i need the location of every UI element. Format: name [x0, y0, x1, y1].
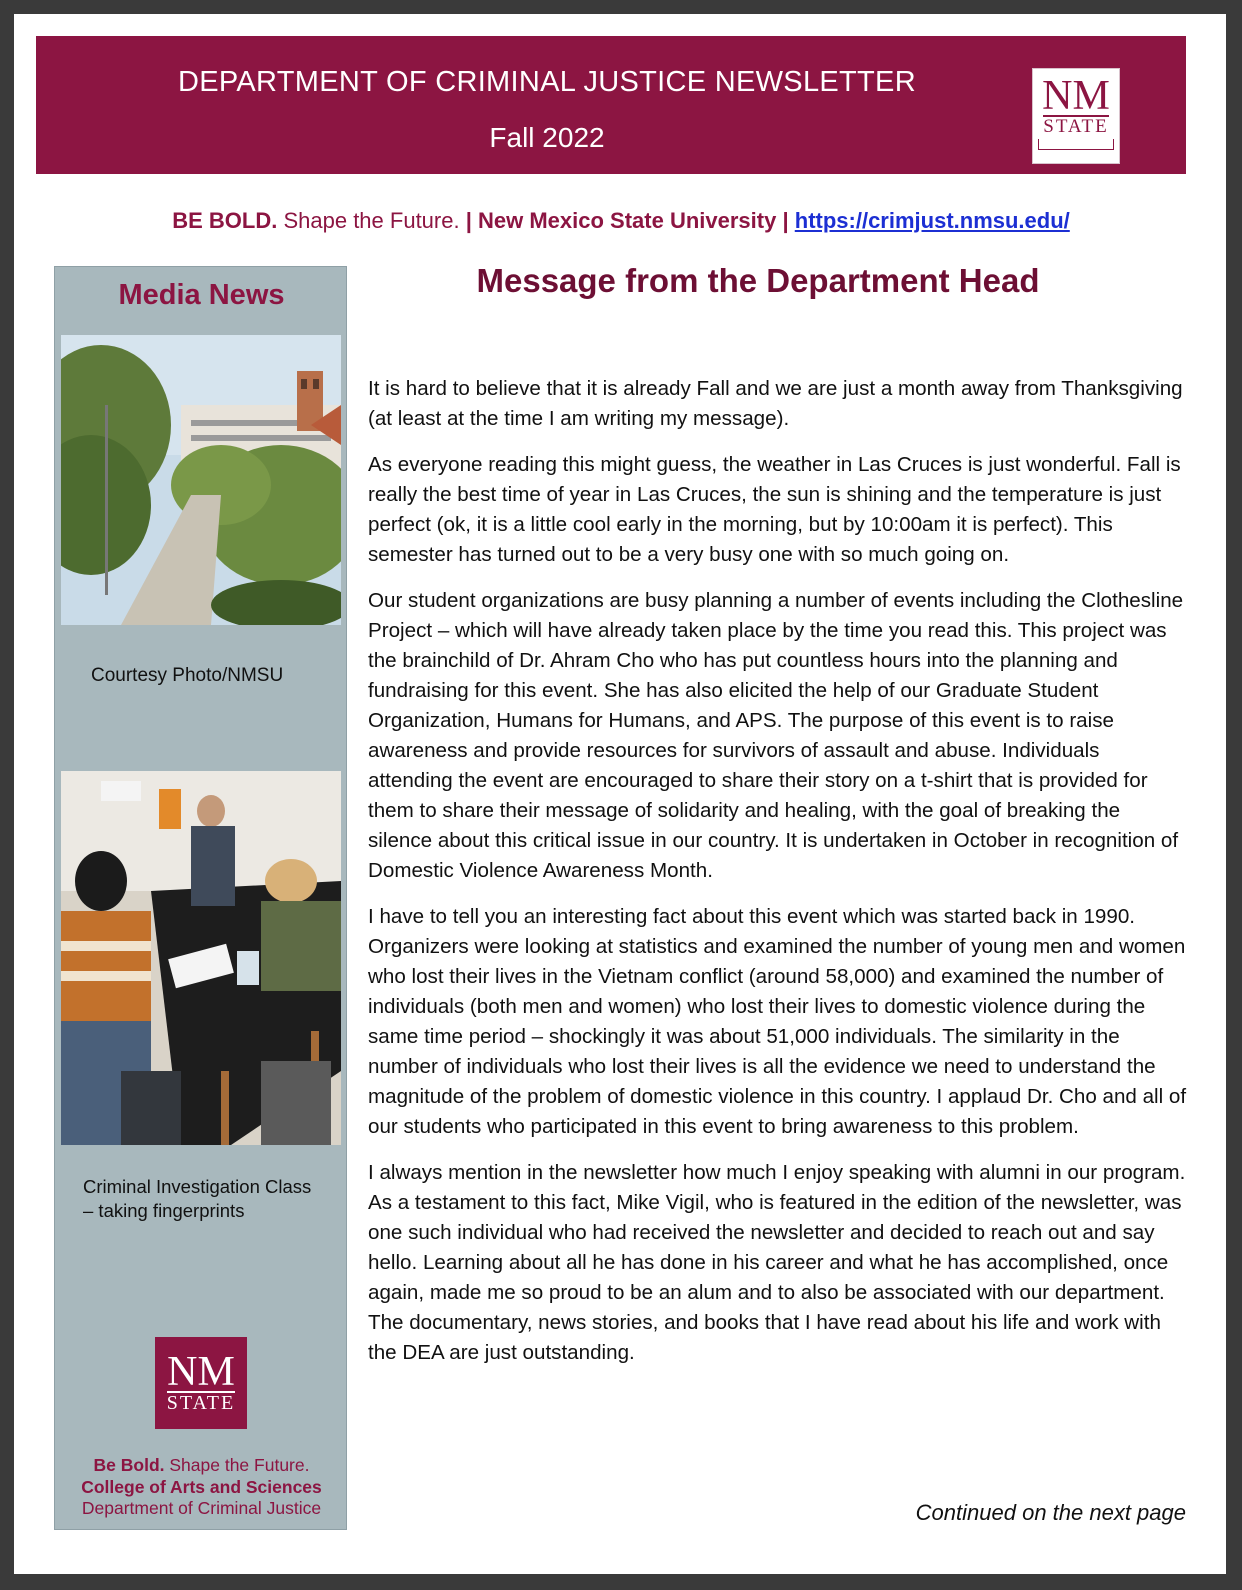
college-name: College of Arts and Sciences	[81, 1476, 322, 1497]
sidebar-motto-bold: Be Bold.	[93, 1455, 165, 1475]
sidebar-footer	[55, 1455, 348, 1520]
sidebar-department: Department of Criminal Justice	[81, 1498, 322, 1518]
newsletter-issue: Fall 2022	[489, 122, 605, 153]
article-paragraph: I always mention in the newsletter how much I enjoy speaking with alumni in our program. As a testament to this fact, Mike Vigil, who is featured in the edition of the newsletter, was one such individual who had received the newsletter and decided to reach out and say hello. Learning about all he has done in his career and what he has accomplished, once again, made me so proud to be an alum and to also be associated with our department. The documentary, news stories, and books that I have read about his life and work with the DEA are just outstanding.	[368, 1161, 1186, 1364]
logo-state-text: STATE	[1043, 115, 1109, 137]
tagline-separator: |	[782, 208, 789, 233]
photo-caption: Courtesy Photo/NMSU	[91, 665, 284, 686]
campus-photo	[61, 335, 341, 625]
logo-nm-text: NM	[167, 1349, 235, 1395]
media-news-sidebar	[54, 266, 347, 1530]
header-banner	[36, 36, 1186, 174]
article-paragraph: As everyone reading this might guess, the weather in Las Cruces is just wonderful. Fall is really the best time of year in Las Cruces, the sun is shining and the temperature is just perfect (ok, it is a little cool early in the morning, but by 10:00am it is perfect). This semester has turned out to be a very busy one with so much going on.	[368, 453, 1181, 566]
newsletter-title: DEPARTMENT OF CRIMINAL JUSTICE NEWSLETTER	[178, 66, 916, 98]
department-website-link[interactable]: https://crimjust.nmsu.edu/	[794, 208, 1070, 233]
classroom-photo	[61, 771, 341, 1145]
sidebar-motto-rest: Shape the Future.	[169, 1455, 310, 1475]
sidebar-college	[55, 1477, 348, 1499]
tagline-separator: |	[465, 208, 472, 233]
new-mexico-outline-icon	[1038, 139, 1114, 150]
tagline-bold: BE BOLD.	[172, 208, 278, 233]
nmsu-logo-header	[1032, 68, 1120, 164]
logo-nm-text: NM	[1042, 72, 1110, 119]
logo-state-text: STATE	[166, 1392, 236, 1414]
tagline	[0, 208, 1242, 234]
tagline-rest: Shape the Future.	[283, 208, 460, 233]
article-body	[368, 374, 1188, 1384]
sidebar-footer-motto	[55, 1455, 348, 1477]
sidebar-title: Media News	[118, 279, 285, 311]
tagline-university: New Mexico State University	[478, 208, 777, 233]
continued-note: Continued on the next page	[915, 1500, 1186, 1525]
article-paragraph: It is hard to believe that it is already Fall and we are just a month away from Thanksgiving (at least at the time I am writing my message).	[368, 377, 1183, 430]
article-paragraph: I have to tell you an interesting fact about this event which was started back in 1990. Organizers were looking at statistics and examined the number of young men and women who lost their lives in the Vietnam conflict (around 58,000) and examined the number of individuals (both men and women) who lost their lives to domestic violence during the same time period – shockingly it was about 51,000 individuals. The similarity in the number of individuals who lost their lives is all the evidence we need to understand the magnitude of the problem of domestic violence in this country. I applaud Dr. Cho and all of our students who participated in this event to bring awareness to this problem.	[368, 905, 1187, 1138]
nmsu-logo-sidebar	[155, 1337, 247, 1429]
article-paragraph: Our student organizations are busy planning a number of events including the Clothesline Project – which will have already taken place by the time you read this. This project was the brainchild of Dr. Ahram Cho who has put countless hours into the planning and fundraising for this event. She has also elicited the help of our Graduate Student Organization, Humans for Humans, and APS. The purpose of this event is to raise awareness and provide resources for survivors of assault and abuse. Individuals attending the event are encouraged to share their story on a t-shirt that is provided for them to share their message of solidarity and healing, with the goal of breaking the silence about this critical issue in our country. It is undertaken in October in recognition of Domestic Violence Awareness Month.	[368, 589, 1184, 882]
photo-caption: Criminal Investigation Class – taking fingerprints	[83, 1176, 312, 1221]
article-title: Message from the Department Head	[476, 262, 1040, 299]
